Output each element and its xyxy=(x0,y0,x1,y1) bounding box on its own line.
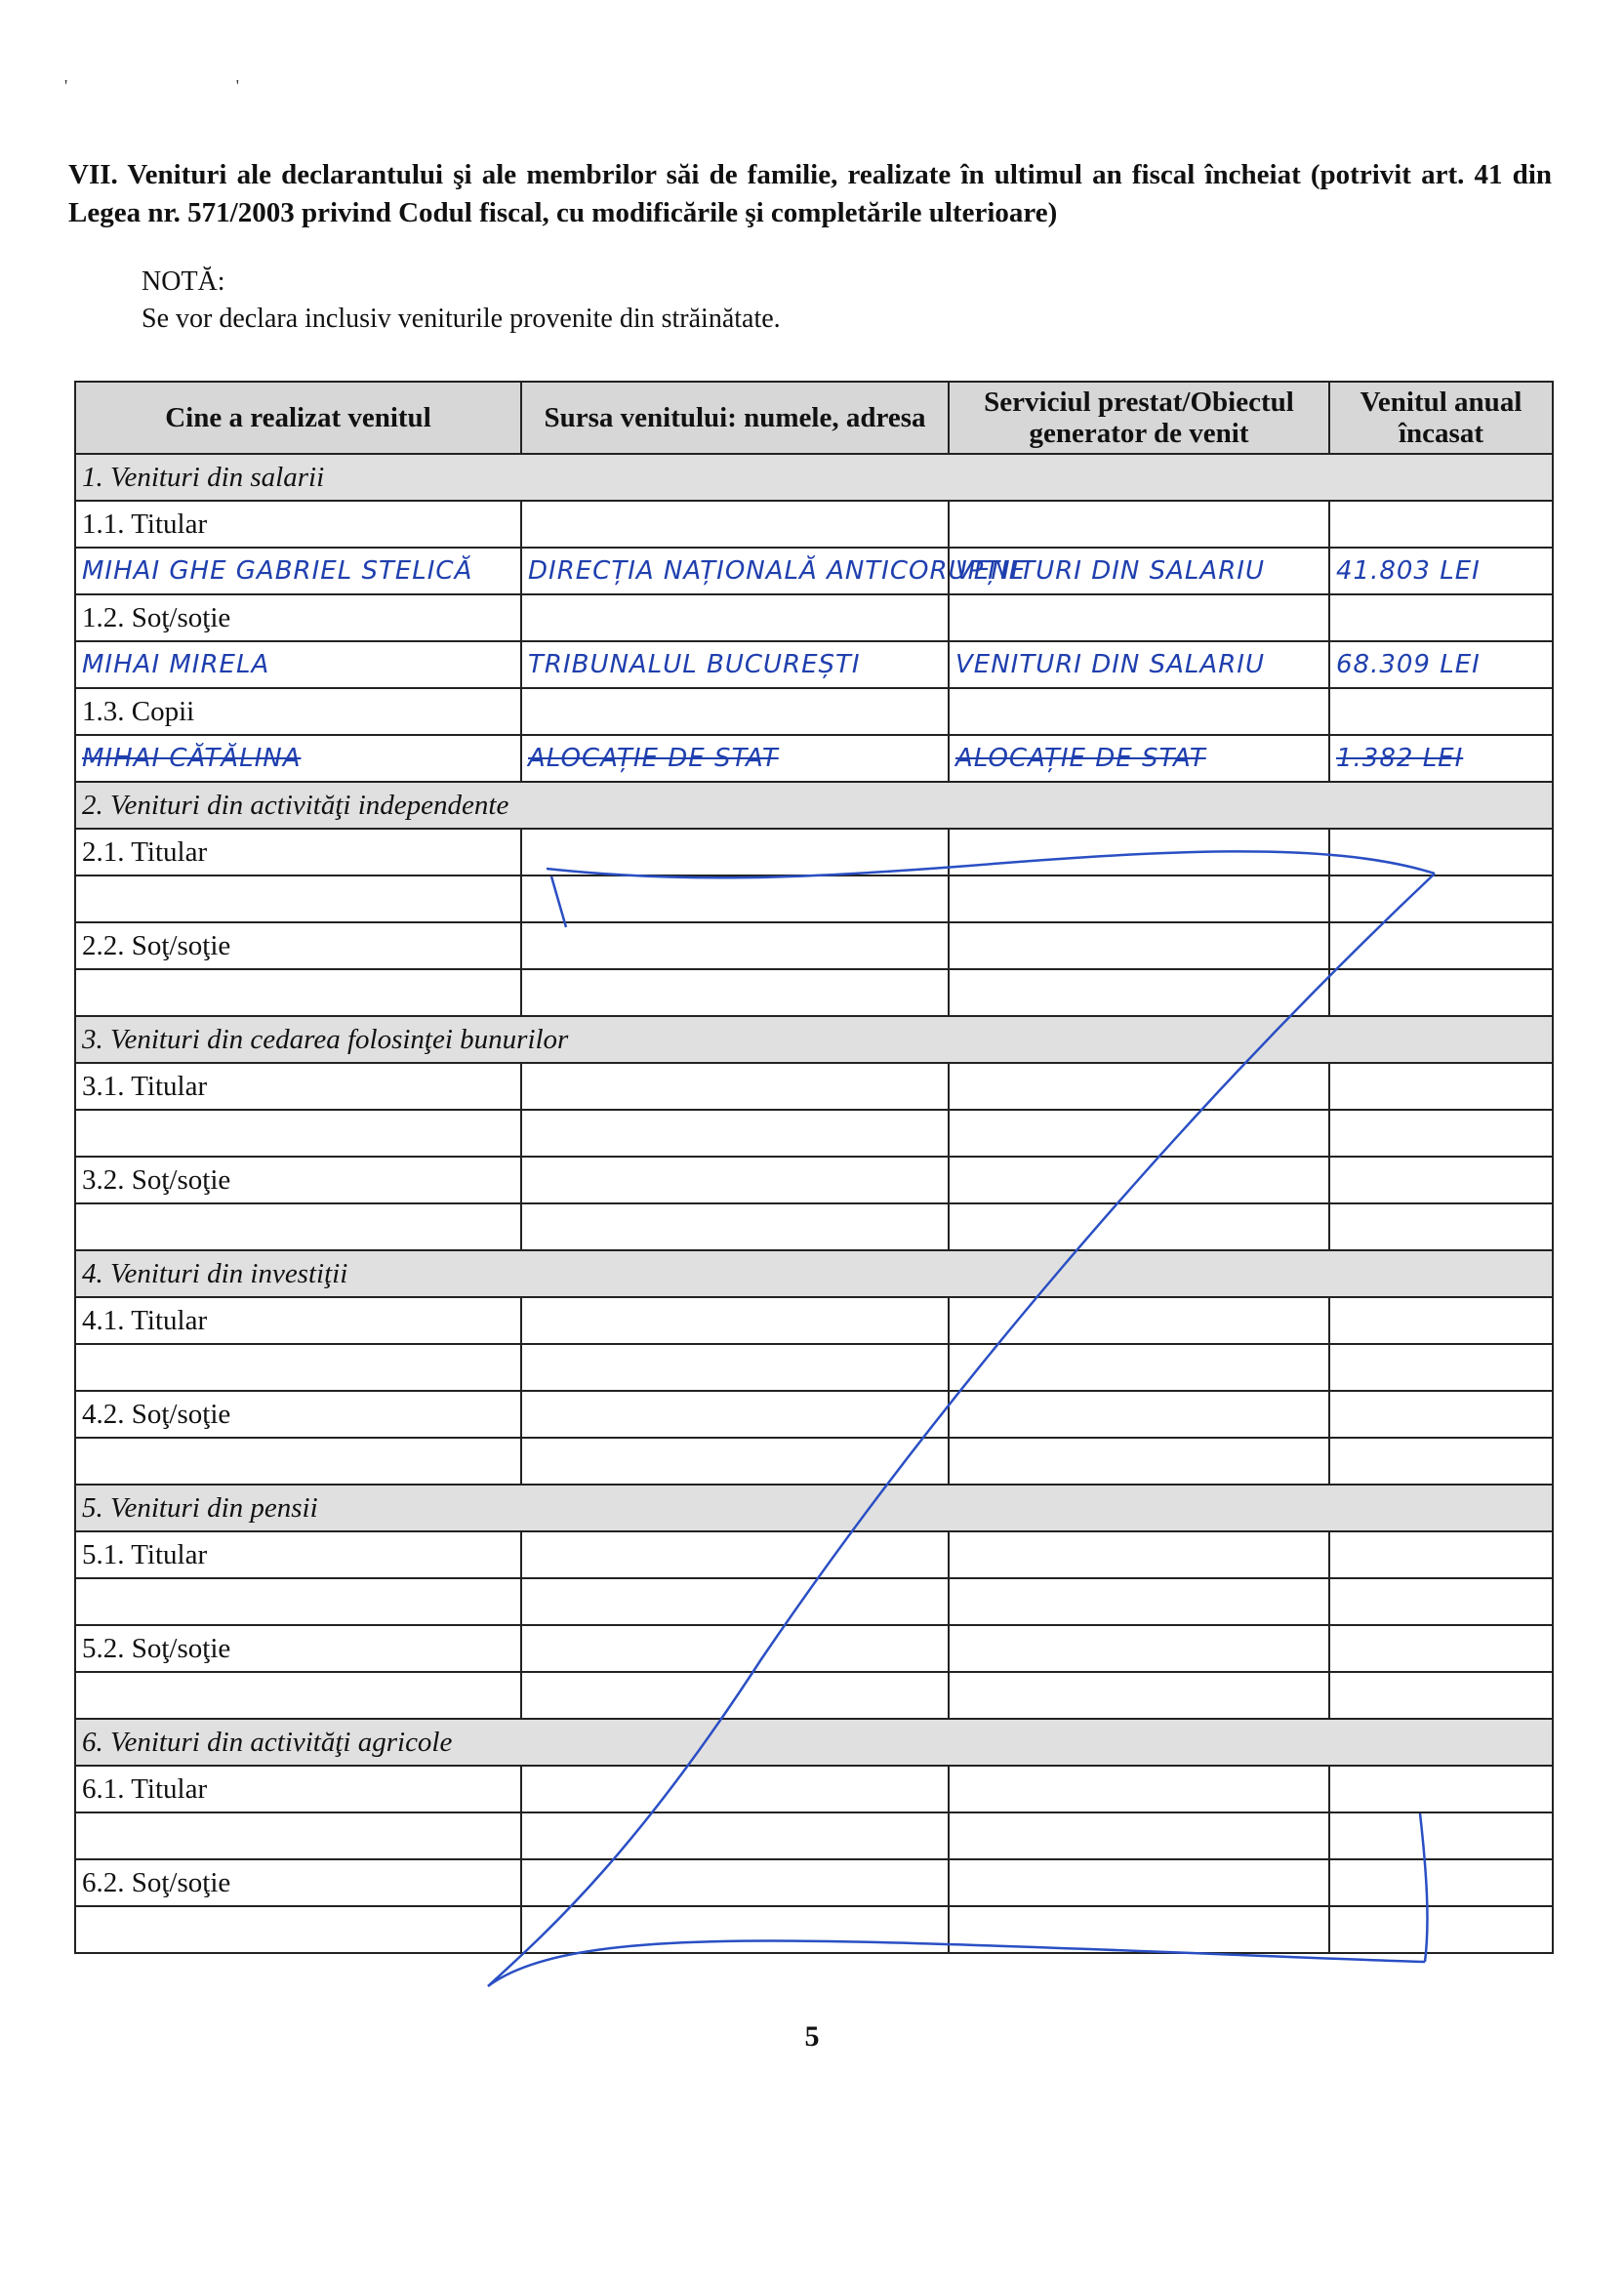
table-row xyxy=(75,1063,1553,1110)
cell-empty xyxy=(949,594,1329,641)
cell-empty xyxy=(949,1531,1329,1578)
section-title: 3. Venituri din cedarea folosinţei bunurilor xyxy=(75,1016,1553,1063)
row-label: 1.1. Titular xyxy=(75,501,521,548)
cell-empty xyxy=(521,1063,949,1110)
table-row xyxy=(75,1344,1553,1391)
table-row xyxy=(75,1625,1553,1672)
cell-handwritten-income: 68.309 LEI xyxy=(1329,641,1553,688)
table-row xyxy=(75,1859,1553,1906)
cell-empty xyxy=(75,875,521,922)
cell-empty xyxy=(949,1297,1329,1344)
cell-handwritten-source: ALOCAȚIE DE STAT xyxy=(521,735,949,782)
cell-empty xyxy=(1329,1391,1553,1438)
header-row xyxy=(75,382,1553,454)
cell-handwritten-service: VENITURI DIN SALARIU xyxy=(949,641,1329,688)
header-income: Venitul anual încasat xyxy=(1329,382,1553,454)
row-label: 4.1. Titular xyxy=(75,1297,521,1344)
cell-empty xyxy=(521,1859,949,1906)
row-label: 2.1. Titular xyxy=(75,829,521,875)
table-row xyxy=(75,1531,1553,1578)
table-row xyxy=(75,1578,1553,1625)
cell-empty xyxy=(1329,1766,1553,1812)
cell-empty xyxy=(949,1157,1329,1203)
cell-empty xyxy=(949,1110,1329,1157)
cell-empty xyxy=(75,1438,521,1485)
note-block xyxy=(142,264,781,338)
cell-empty xyxy=(521,1766,949,1812)
cell-empty xyxy=(1329,1625,1553,1672)
section-row xyxy=(75,454,1553,501)
cell-empty xyxy=(1329,1531,1553,1578)
section-title: 2. Venituri din activităţi independente xyxy=(75,782,1553,829)
cell-empty xyxy=(949,1625,1329,1672)
cell-empty xyxy=(1329,922,1553,969)
table-row xyxy=(75,1438,1553,1485)
cell-empty xyxy=(949,1063,1329,1110)
cell-empty xyxy=(1329,1157,1553,1203)
table-row xyxy=(75,735,1553,782)
cell-empty xyxy=(521,1625,949,1672)
cell-empty xyxy=(521,1203,949,1250)
table-row xyxy=(75,969,1553,1016)
cell-empty xyxy=(949,1203,1329,1250)
cell-empty xyxy=(949,688,1329,735)
cell-empty xyxy=(521,1531,949,1578)
table-row xyxy=(75,594,1553,641)
table-row xyxy=(75,1110,1553,1157)
cell-empty xyxy=(949,1812,1329,1859)
table-row xyxy=(75,1812,1553,1859)
section-heading: VII. Venituri ale declarantului şi ale membrilor săi de familie, realizate în ultimul an fiscal încheiat (potrivit art. 41 din Legea nr. 571/2003 privind Codul fiscal, cu modificările şi completările ulterioare) xyxy=(68,159,1552,228)
cell-empty xyxy=(1329,1906,1553,1953)
cell-empty xyxy=(521,688,949,735)
section-title: 4. Venituri din investiţii xyxy=(75,1250,1553,1297)
cell-handwritten-service: VENITURI DIN SALARIU xyxy=(949,548,1329,594)
cell-empty xyxy=(521,1157,949,1203)
row-label: 5.1. Titular xyxy=(75,1531,521,1578)
row-label: 3.2. Soţ/soţie xyxy=(75,1157,521,1203)
cell-empty xyxy=(521,1344,949,1391)
cell-empty xyxy=(521,829,949,875)
cell-empty xyxy=(75,1110,521,1157)
table-row xyxy=(75,1906,1553,1953)
cell-empty xyxy=(949,1438,1329,1485)
cell-empty xyxy=(521,922,949,969)
cell-handwritten-source: DIRECȚIA NAȚIONALĂ ANTICORUPȚIE xyxy=(521,548,949,594)
cell-empty xyxy=(1329,829,1553,875)
cell-empty xyxy=(949,501,1329,548)
cell-empty xyxy=(75,969,521,1016)
page-number: 5 xyxy=(804,2020,820,2053)
cell-empty xyxy=(75,1203,521,1250)
cell-handwritten-service: ALOCAȚIE DE STAT xyxy=(949,735,1329,782)
cell-empty xyxy=(949,875,1329,922)
cell-empty xyxy=(1329,594,1553,641)
cell-empty xyxy=(949,1859,1329,1906)
cell-empty xyxy=(1329,1578,1553,1625)
table-row xyxy=(75,501,1553,548)
section-title: 5. Venituri din pensii xyxy=(75,1485,1553,1531)
section-row xyxy=(75,1485,1553,1531)
cell-empty xyxy=(75,1812,521,1859)
table-row xyxy=(75,641,1553,688)
cell-empty xyxy=(949,1906,1329,1953)
header-service: Serviciul prestat/Obiectul generator de venit xyxy=(949,382,1329,454)
cell-empty xyxy=(521,969,949,1016)
cell-empty xyxy=(949,829,1329,875)
row-label: 1.3. Copii xyxy=(75,688,521,735)
table-row xyxy=(75,1672,1553,1719)
cell-empty xyxy=(521,1672,949,1719)
cell-empty xyxy=(1329,1438,1553,1485)
cell-handwritten-income: 1.382 LEI xyxy=(1329,735,1553,782)
cell-handwritten-who: MIHAI CĂTĂLINA xyxy=(75,735,521,782)
cell-empty xyxy=(75,1578,521,1625)
cell-empty xyxy=(521,1578,949,1625)
cell-handwritten-income: 41.803 LEI xyxy=(1329,548,1553,594)
section-title: 6. Venituri din activităţi agricole xyxy=(75,1719,1553,1766)
section-title: 1. Venituri din salarii xyxy=(75,454,1553,501)
note-label: NOTĂ: xyxy=(142,266,225,297)
cell-empty xyxy=(521,501,949,548)
cell-empty xyxy=(949,1344,1329,1391)
table-row xyxy=(75,1203,1553,1250)
table-row xyxy=(75,1766,1553,1812)
row-label: 3.1. Titular xyxy=(75,1063,521,1110)
cell-empty xyxy=(521,1391,949,1438)
cell-handwritten-source: TRIBUNALUL BUCUREȘTI xyxy=(521,641,949,688)
cell-empty xyxy=(1329,1859,1553,1906)
cell-empty xyxy=(949,1672,1329,1719)
row-label: 1.2. Soţ/soţie xyxy=(75,594,521,641)
cell-empty xyxy=(1329,1672,1553,1719)
section-row xyxy=(75,1016,1553,1063)
income-table xyxy=(74,381,1554,1954)
table-row xyxy=(75,829,1553,875)
header-source: Sursa venitului: numele, adresa xyxy=(521,382,949,454)
cell-empty xyxy=(75,1672,521,1719)
cell-handwritten-who: MIHAI GHE GABRIEL STELICĂ xyxy=(75,548,521,594)
table-row xyxy=(75,548,1553,594)
note-text: Se vor declara inclusiv veniturile provenite din străinătate. xyxy=(142,304,781,334)
cell-empty xyxy=(949,1578,1329,1625)
table-row xyxy=(75,922,1553,969)
row-label: 4.2. Soţ/soţie xyxy=(75,1391,521,1438)
table-row xyxy=(75,1297,1553,1344)
cell-empty xyxy=(1329,501,1553,548)
cell-empty xyxy=(1329,1344,1553,1391)
row-label: 6.2. Soţ/soţie xyxy=(75,1859,521,1906)
cell-empty xyxy=(521,1297,949,1344)
cell-empty xyxy=(521,1438,949,1485)
cell-empty xyxy=(949,1391,1329,1438)
cell-empty xyxy=(521,594,949,641)
cell-empty xyxy=(1329,1063,1553,1110)
cell-empty xyxy=(1329,1297,1553,1344)
cell-empty xyxy=(949,922,1329,969)
cell-empty xyxy=(1329,1203,1553,1250)
cell-empty xyxy=(521,1812,949,1859)
cell-empty xyxy=(949,969,1329,1016)
cell-empty xyxy=(521,1110,949,1157)
cell-empty xyxy=(1329,969,1553,1016)
section-row xyxy=(75,782,1553,829)
cell-empty xyxy=(75,1344,521,1391)
cell-empty xyxy=(521,1906,949,1953)
cell-empty xyxy=(521,875,949,922)
row-label: 2.2. Soţ/soţie xyxy=(75,922,521,969)
cell-empty xyxy=(1329,1110,1553,1157)
cell-empty xyxy=(949,1766,1329,1812)
table-row xyxy=(75,1391,1553,1438)
row-label: 6.1. Titular xyxy=(75,1766,521,1812)
section-row xyxy=(75,1719,1553,1766)
cell-empty xyxy=(1329,1812,1553,1859)
table-row xyxy=(75,875,1553,922)
row-label: 5.2. Soţ/soţie xyxy=(75,1625,521,1672)
corner-marks: ' ' xyxy=(64,76,321,96)
cell-empty xyxy=(1329,688,1553,735)
cell-handwritten-who: MIHAI MIRELA xyxy=(75,641,521,688)
table-row xyxy=(75,1157,1553,1203)
cell-empty xyxy=(75,1906,521,1953)
section-row xyxy=(75,1250,1553,1297)
table-row xyxy=(75,688,1553,735)
header-who: Cine a realizat venitul xyxy=(75,382,521,454)
cell-empty xyxy=(1329,875,1553,922)
